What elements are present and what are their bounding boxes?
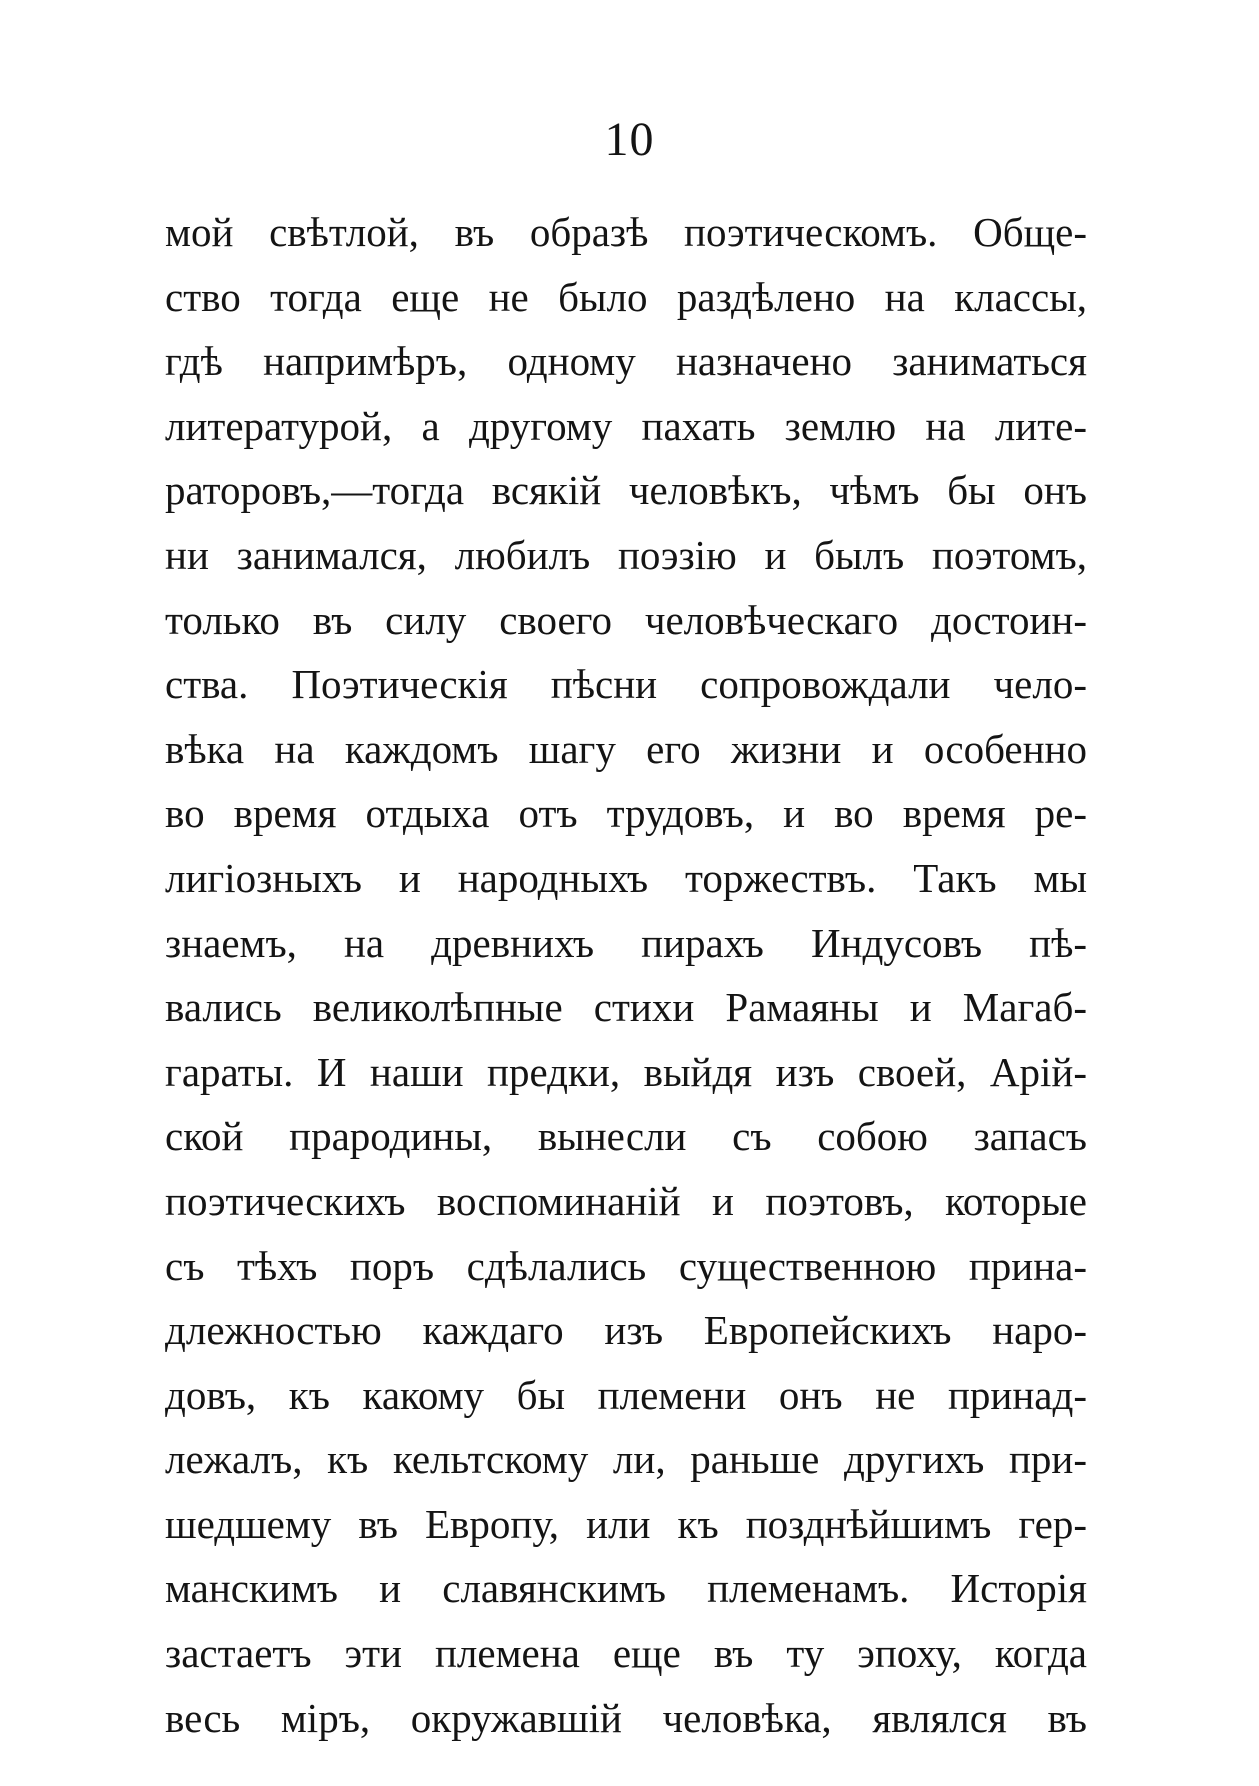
text-line: ни занимался, любилъ поэзію и былъ поэтомъ, xyxy=(165,531,1087,578)
text-line: только въ силу своего человѣческаго достоин- xyxy=(165,596,1087,643)
text-line: гдѣ напримѣръ, одному назначено заниматься xyxy=(165,338,1087,385)
text-line: манскимъ и славянскимъ племенамъ. Исторія xyxy=(165,1565,1087,1612)
text-line: во время отдыха отъ трудовъ, и во время ре- xyxy=(165,790,1087,837)
text-line: весь міръ, окружавшій человѣка, являлся въ xyxy=(165,1694,1087,1741)
text-line: раторовъ,—тогда всякій человѣкъ, чѣмъ бы онъ xyxy=(165,467,1087,514)
text-line: знаемъ, на древнихъ пирахъ Индусовъ пѣ- xyxy=(165,919,1087,966)
text-line: длежностью каждаго изъ Европейскихъ наро- xyxy=(165,1307,1087,1354)
page-number: 10 xyxy=(604,113,655,166)
text-line: вѣка на каждомъ шагу его жизни и особенно xyxy=(165,725,1087,772)
text-line: съ тѣхъ поръ сдѣлались существенною прина- xyxy=(165,1242,1087,1289)
text-line: лигіозныхъ и народныхъ торжествъ. Такъ мы xyxy=(165,854,1087,901)
text-line: мой свѣтлой, въ образѣ поэтическомъ. Обще- xyxy=(165,209,1087,255)
text-line: довъ, къ какому бы племени онъ не принад- xyxy=(165,1371,1087,1418)
text-line: застаетъ эти племена еще въ ту эпоху, когда xyxy=(165,1630,1087,1677)
text-line: ства. Поэтическія пѣсни сопровождали чело- xyxy=(165,661,1087,708)
text-line: вались великолѣпные стихи Рамаяны и Магаб- xyxy=(165,984,1087,1031)
text-line: шедшему въ Европу, или къ позднѣйшимъ гер- xyxy=(165,1500,1087,1547)
text-line: литературой, а другому пахать землю на лите- xyxy=(165,402,1087,449)
text-line: лежалъ, къ кельтскому ли, раньше другихъ при- xyxy=(165,1436,1087,1483)
body-text xyxy=(165,200,1087,1750)
text-line: поэтическихъ воспоминаній и поэтовъ, которые xyxy=(165,1177,1087,1224)
text-line: ской прародины, вынесли съ собою запасъ xyxy=(165,1113,1087,1160)
text-line: ство тогда еще не было раздѣлено на классы, xyxy=(165,273,1087,320)
text-line: гараты. И наши предки, выйдя изъ своей, Арій- xyxy=(165,1048,1087,1095)
